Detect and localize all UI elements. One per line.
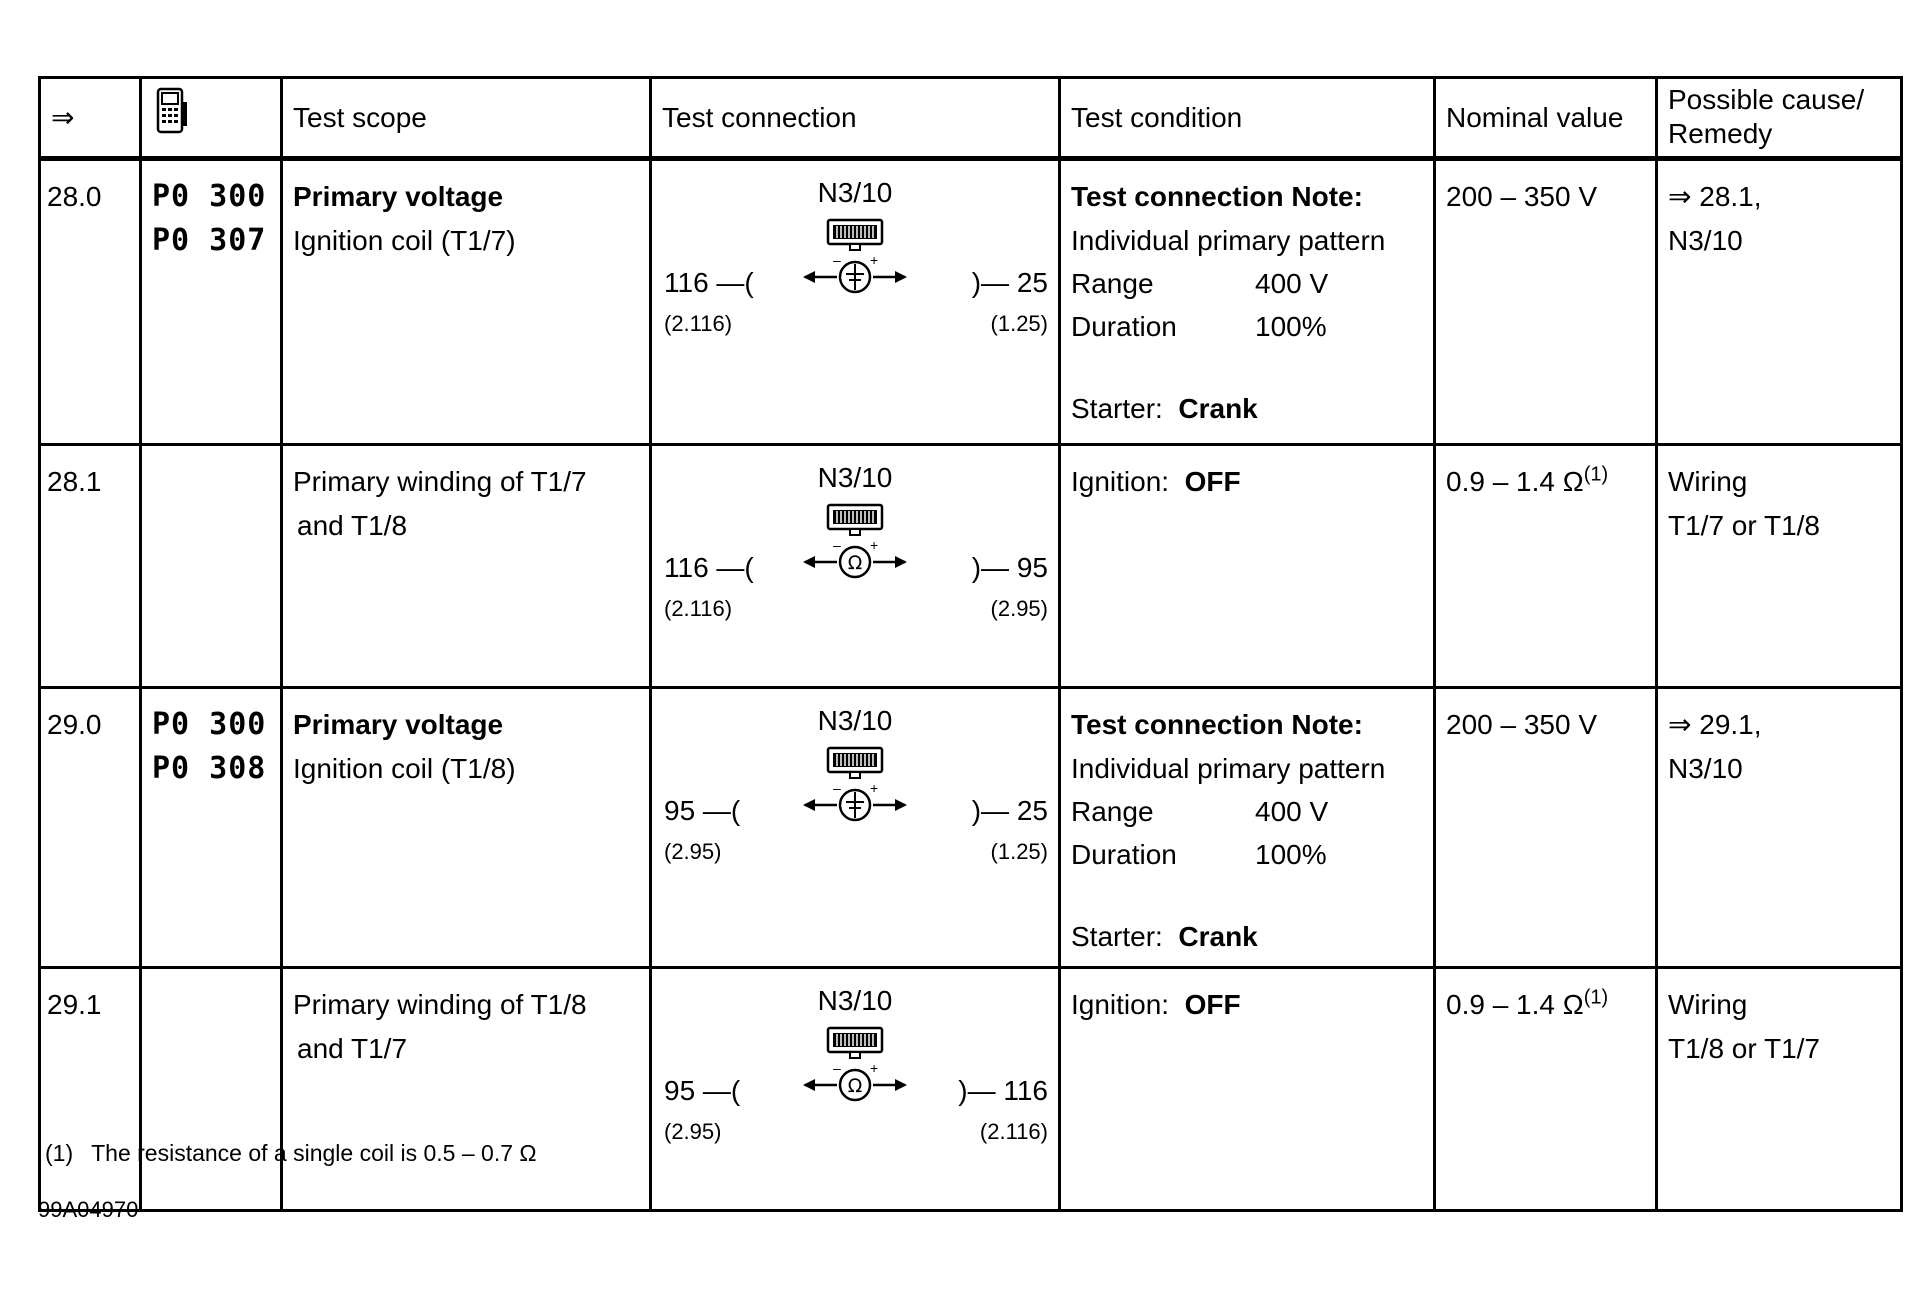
ohmmeter-icon	[801, 538, 909, 582]
test-table	[38, 76, 1903, 1212]
dtc-cell	[141, 445, 282, 688]
test-scope-header: Test scope	[282, 78, 651, 159]
scope-line: and T1/7	[297, 1032, 408, 1064]
footnote-number: (1)	[45, 1140, 74, 1166]
scope-line: Primary winding of T1/8	[293, 989, 587, 1021]
step-cell	[40, 445, 141, 688]
connection-diagram	[652, 161, 1058, 401]
dtc-cell	[141, 968, 282, 1211]
condition-cell	[1060, 688, 1435, 968]
step-number: 28.1	[47, 466, 102, 498]
scope-detail: Ignition coil (T1/8)	[293, 752, 516, 784]
voltmeter-icon	[801, 253, 909, 297]
remedy-header-line2: Remedy	[1668, 117, 1773, 149]
pin-left: 95 —(	[664, 1075, 741, 1107]
connector-icon	[824, 1025, 886, 1061]
condition-cell	[1060, 159, 1435, 445]
table-header-row	[40, 78, 1902, 159]
scope-title: Primary voltage	[293, 709, 504, 741]
remedy-line: Wiring	[1668, 466, 1748, 498]
pin-right: )— 95	[971, 552, 1048, 584]
connection-diagram	[652, 969, 1058, 1209]
test-connection-header: Test connection	[651, 78, 1060, 159]
ref-left: (2.116)	[664, 311, 733, 337]
condition-cell	[1060, 445, 1435, 688]
step-cell	[40, 159, 141, 445]
remedy-line: T1/7 or T1/8	[1668, 509, 1821, 541]
condition-title: Test connection Note:	[1071, 181, 1363, 213]
connection-cell	[651, 968, 1060, 1211]
table-row	[40, 968, 1902, 1211]
remedy-line: ⇒ 28.1,	[1668, 181, 1762, 213]
pin-right: )— 25	[971, 795, 1048, 827]
condition-pattern: Individual primary pattern	[1071, 224, 1386, 256]
dtc-cell	[141, 159, 282, 445]
connection-cell	[651, 445, 1060, 688]
connector-icon	[824, 745, 886, 781]
table-row	[40, 159, 1902, 445]
connection-cell	[651, 159, 1060, 445]
ref-right: (1.25)	[990, 839, 1048, 865]
scope-line: and T1/8	[297, 509, 408, 541]
connector-icon	[824, 217, 886, 253]
remedy-cell	[1657, 688, 1902, 968]
remedy-line: N3/10	[1668, 752, 1743, 784]
scope-cell	[282, 159, 651, 445]
scope-cell	[282, 445, 651, 688]
pin-left: 95 —(	[664, 795, 741, 827]
starter-line: Starter: Crank	[1071, 392, 1258, 424]
dtc-code: P0 300	[152, 179, 267, 215]
ignition-line: Ignition: OFF	[1071, 989, 1241, 1021]
scope-cell	[282, 688, 651, 968]
pin-right: )— 116	[958, 1075, 1048, 1107]
step-number: 29.0	[47, 709, 102, 741]
document-id: 99A04970	[38, 1197, 139, 1222]
ref-right: (1.25)	[990, 311, 1048, 337]
remedy-line: ⇒ 29.1,	[1668, 709, 1762, 741]
remedy-line: T1/8 or T1/7	[1668, 1032, 1821, 1064]
ignition-line: Ignition: OFF	[1071, 466, 1241, 498]
nominal-value-header: Nominal value	[1435, 78, 1657, 159]
range-line: Range 400 V	[1071, 267, 1329, 299]
range-line: Range 400 V	[1071, 795, 1329, 827]
remedy-line: Wiring	[1668, 989, 1748, 1021]
step-cell	[40, 968, 141, 1211]
duration-line: Duration 100%	[1071, 839, 1327, 871]
connector-icon	[824, 502, 886, 538]
pin-left: 116 —(	[664, 552, 754, 584]
dtc-code: P0 307	[152, 222, 267, 258]
table-row	[40, 688, 1902, 968]
starter-line: Starter: Crank	[1071, 920, 1258, 952]
ecu-label: N3/10	[817, 705, 893, 737]
test-condition-header: Test condition	[1060, 78, 1435, 159]
ecu-label: N3/10	[817, 177, 893, 209]
nominal-cell	[1435, 968, 1657, 1211]
ref-left: (2.116)	[664, 596, 733, 622]
remedy-cell	[1657, 968, 1902, 1211]
pin-left: 116 —(	[664, 267, 754, 299]
nominal-value: 200 – 350 V	[1446, 709, 1598, 741]
nominal-cell	[1435, 159, 1657, 445]
connection-cell	[651, 688, 1060, 968]
scope-detail: Ignition coil (T1/7)	[293, 224, 516, 256]
ecu-label: N3/10	[817, 985, 893, 1017]
ohmmeter-icon	[801, 1061, 909, 1105]
condition-pattern: Individual primary pattern	[1071, 752, 1386, 784]
nominal-cell	[1435, 445, 1657, 688]
nominal-cell	[1435, 688, 1657, 968]
scope-title: Primary voltage	[293, 181, 504, 213]
scope-line: Primary winding of T1/7	[293, 466, 587, 498]
step-number: 28.0	[47, 181, 102, 213]
footnote-ref: (1)	[1583, 986, 1609, 1009]
nominal-value: 200 – 350 V	[1446, 181, 1598, 213]
remedy-cell	[1657, 159, 1902, 445]
ecu-label: N3/10	[817, 462, 893, 494]
scope-cell	[282, 968, 651, 1211]
remedy-line: N3/10	[1668, 224, 1743, 256]
remedy-header-line1: Possible cause/	[1668, 84, 1865, 115]
condition-cell	[1060, 968, 1435, 1211]
footnote-text: The resistance of a single coil is 0.5 – 0.7 Ω	[91, 1140, 537, 1166]
dtc-code: P0 308	[152, 750, 267, 786]
tester-column-header	[141, 78, 282, 159]
nominal-value: 0.9 – 1.4 $\Omega^{(1)}$	[1446, 463, 1609, 498]
connection-diagram	[652, 446, 1058, 686]
ref-left: (2.95)	[664, 839, 722, 865]
duration-line: Duration 100%	[1071, 311, 1327, 343]
table-row	[40, 445, 1902, 688]
nominal-value: 0.9 – 1.4 $\Omega^{(1)}$	[1446, 986, 1609, 1021]
connection-diagram	[652, 689, 1058, 929]
ref-right: (2.95)	[990, 596, 1048, 622]
footnote-ref: (1)	[1583, 463, 1609, 486]
step-number: 29.1	[47, 989, 102, 1021]
remedy-header	[1657, 78, 1902, 159]
voltmeter-icon	[801, 781, 909, 825]
ref-left: (2.95)	[664, 1119, 722, 1145]
ref-right: (2.116)	[979, 1119, 1048, 1145]
remedy-cell	[1657, 445, 1902, 688]
condition-title: Test connection Note:	[1071, 709, 1363, 741]
step-cell	[40, 688, 141, 968]
pin-right: )— 25	[971, 267, 1048, 299]
dtc-cell	[141, 688, 282, 968]
step-column-header	[40, 78, 141, 159]
dtc-code: P0 300	[152, 707, 267, 743]
arrow-icon: ⇒	[51, 101, 75, 133]
footnote	[45, 1140, 537, 1167]
diagnostic-tester-icon	[152, 86, 192, 136]
